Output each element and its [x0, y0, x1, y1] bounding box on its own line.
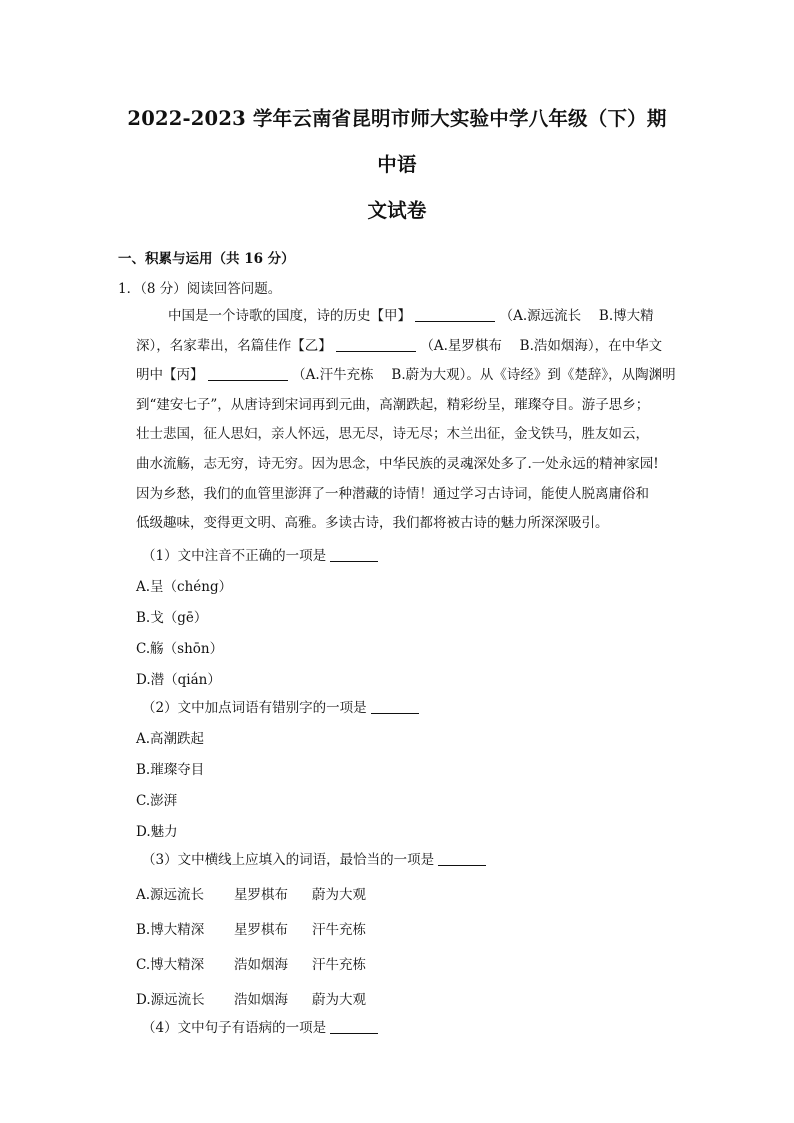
answer-blank-3[interactable] [438, 851, 486, 866]
option-word: 浩如烟海 [234, 956, 288, 973]
passage-line-5: 壮士悲国，征人思妇，亲人怀远，思无尽，诗无尽；木兰出征，金戈铁马，胜友如云， [136, 426, 649, 443]
passage-text: 深），名家辈出，名篇佳作【乙】 [136, 337, 332, 354]
fill-blank-yi[interactable] [336, 337, 416, 352]
answer-blank-2[interactable] [371, 699, 419, 714]
sub-question-2 [118, 697, 676, 719]
option-3a [118, 884, 676, 906]
option-word: 蔚为大观 [312, 991, 366, 1008]
option-3c [118, 954, 676, 976]
reading-passage [118, 302, 676, 539]
sub-question-label: （2）文中加点词语有错别字的一项是 [142, 699, 367, 716]
passage-text: 中国是一个诗歌的国度，诗的历史【甲】 [168, 308, 411, 324]
passage-text: （A.源远流长 B.博大精 [499, 308, 654, 324]
option-1a: A.呈（chéng） [136, 578, 233, 595]
option-1d: D.潜（qián） [136, 671, 221, 688]
sub-question-3 [118, 849, 676, 871]
passage-line-8: 低级趣味，变得更文明、高雅。多读古诗，我们都将被古诗的魅力所深深吸引。 [136, 515, 609, 532]
passage-line-1 [118, 302, 676, 332]
passage-text: （A.星罗棋布 B.浩如烟海），在中华文 [420, 337, 663, 354]
fill-blank-jia[interactable] [415, 307, 495, 322]
option-word: C.博大精深 [136, 956, 205, 973]
option-3b [118, 919, 676, 941]
passage-text: 明中【丙】 [136, 367, 204, 384]
option-1c: C.觞（shōn） [136, 640, 224, 657]
option-word: A.源远流长 [136, 886, 205, 903]
option-word: B.博大精深 [136, 921, 205, 938]
option-word: 星罗棋布 [234, 921, 288, 938]
passage-line-7: 因为乡愁，我们的血管里澎湃了一种潜藏的诗情！通过学习古诗词，能使人脱离庸俗和 [136, 485, 649, 502]
option-1b: B.戈（gē） [136, 609, 208, 626]
option-2c: C.澎湃 [136, 792, 178, 809]
passage-line-3 [118, 361, 676, 391]
title-line-2: 文试卷 [367, 199, 427, 222]
option-word: 星罗棋布 [234, 886, 288, 903]
option-word: 蔚为大观 [312, 886, 366, 903]
passage-line-6: 曲水流觞，志无穷，诗无穷。因为思念，中华民族的灵魂深处多了.一处永远的精神家园! [136, 455, 659, 472]
option-2d: D.魅力 [136, 823, 178, 840]
answer-blank-4[interactable] [330, 1019, 378, 1034]
option-word: D.源远流长 [136, 991, 205, 1008]
question-1-heading: 1．（8 分）阅读回答问题。 [118, 281, 282, 297]
option-2b: B.璀璨夺目 [136, 761, 205, 778]
option-word: 汗牛充栋 [312, 921, 366, 938]
page-title [118, 96, 676, 234]
sub-question-1 [118, 545, 676, 567]
option-word: 汗牛充栋 [312, 956, 366, 973]
fill-blank-bing[interactable] [208, 366, 288, 381]
passage-text: （A.汗牛充栋 B.蔚为大观）。从《诗经》到《楚辞》，从陶渊明 [292, 367, 676, 384]
title-line-1: 2022-2023 学年云南省昆明市师大实验中学八年级（下）期中语 [127, 107, 667, 176]
section-heading: 一、积累与运用（共 16 分） [118, 251, 295, 267]
sub-question-4 [118, 1017, 676, 1039]
sub-question-label: （3）文中横线上应填入的词语，最恰当的一项是 [142, 851, 435, 868]
option-2a: A.高潮跌起 [136, 730, 205, 747]
sub-question-label: （4）文中句子有语病的一项是 [142, 1019, 327, 1036]
sub-question-label: （1）文中注音不正确的一项是 [142, 547, 327, 564]
option-3d [118, 989, 676, 1011]
passage-line-2 [118, 332, 676, 362]
passage-line-4: 到“建安七子”，从唐诗到宋词再到元曲，高潮跌起，精彩纷呈，璀璨夺目。游子思乡； [136, 396, 650, 413]
answer-blank-1[interactable] [330, 547, 378, 562]
option-word: 浩如烟海 [234, 991, 288, 1008]
